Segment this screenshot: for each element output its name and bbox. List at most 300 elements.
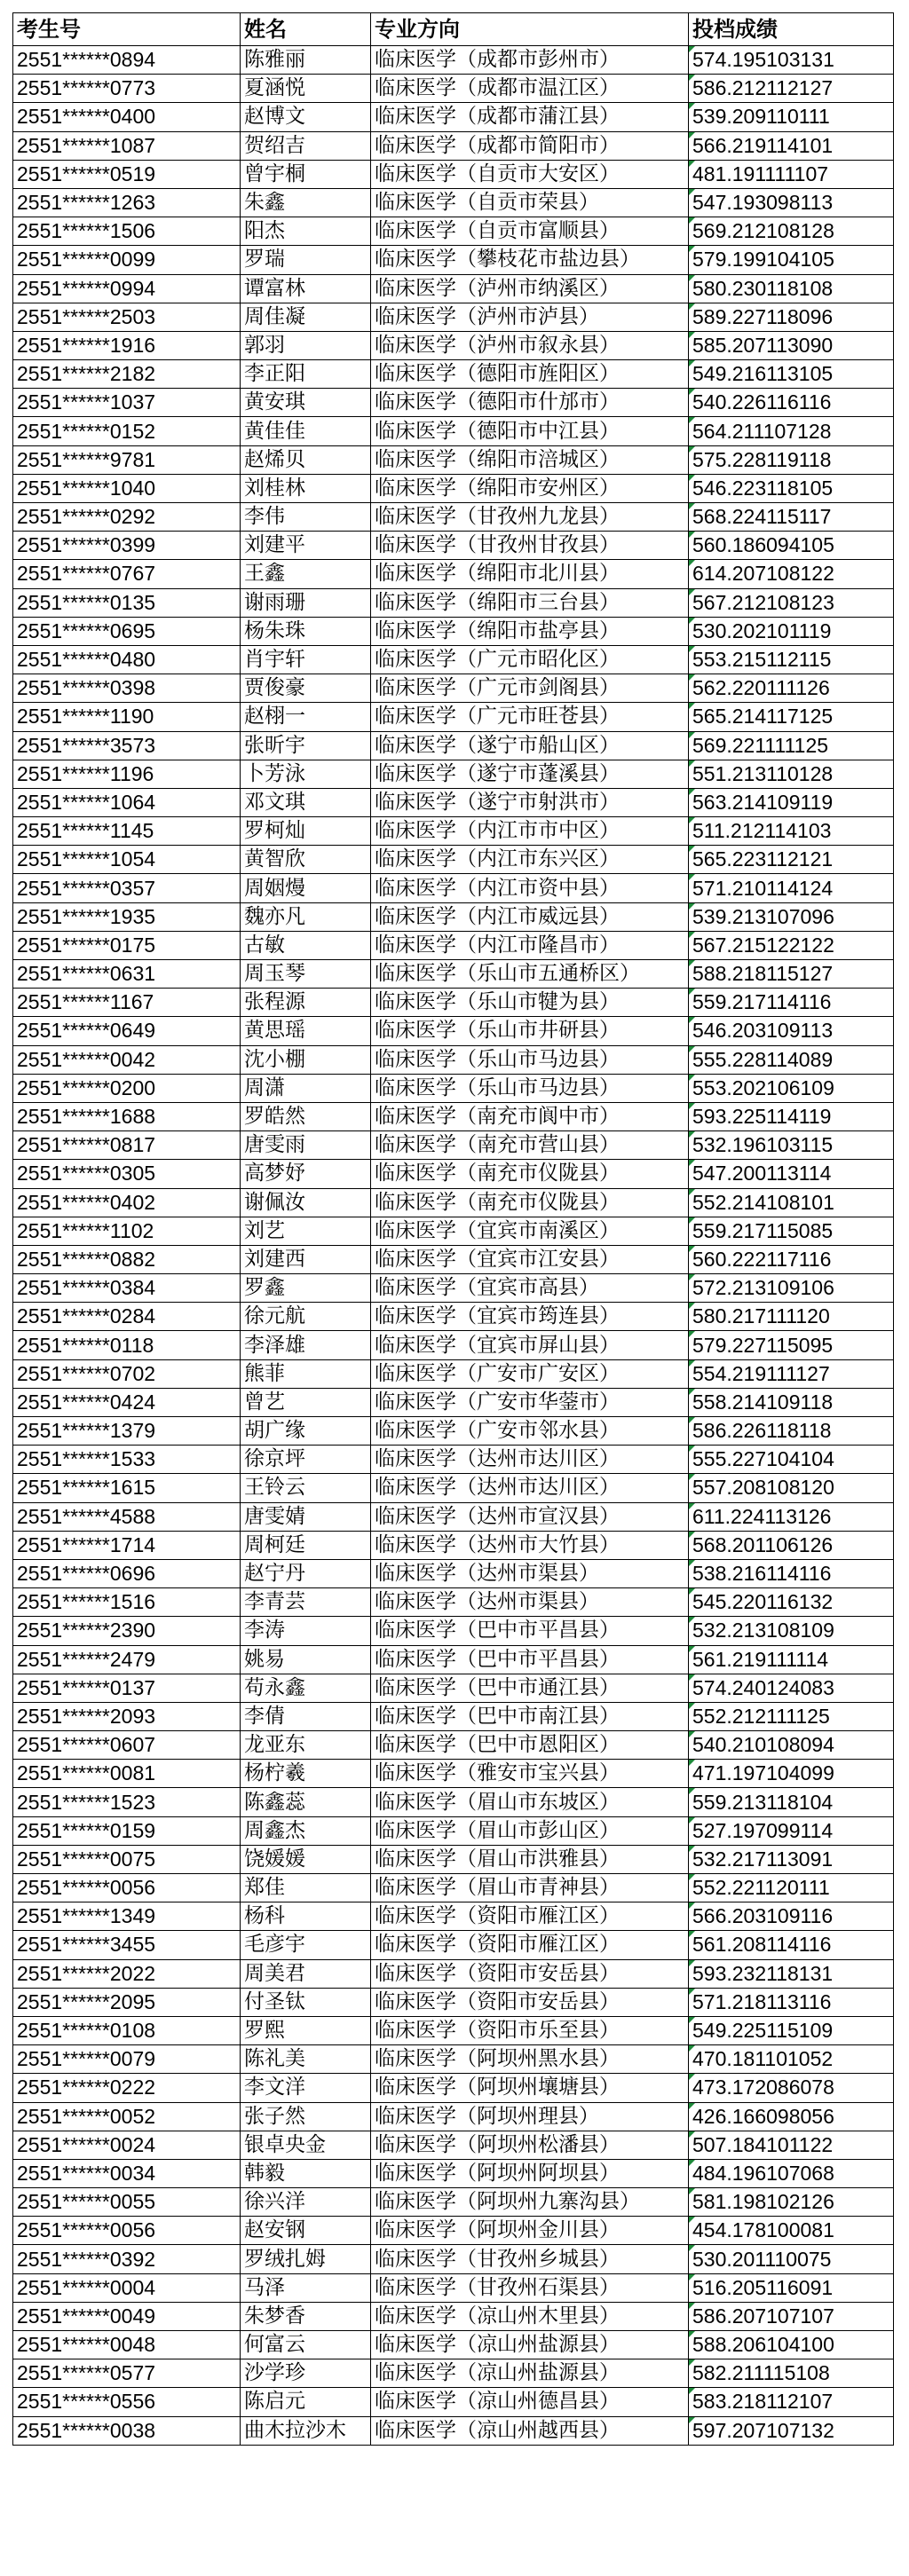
cell-student-id: 2551******0519 <box>13 160 241 188</box>
cell-name: 唐雯婧 <box>241 1502 371 1531</box>
cell-student-id: 2551******1506 <box>13 217 241 246</box>
cell-score: 588.206104100 <box>689 2331 894 2359</box>
cell-major: 临床医学（成都市简阳市） <box>371 131 689 160</box>
cell-major: 临床医学（绵阳市北川县） <box>371 560 689 588</box>
cell-student-id: 2551******2093 <box>13 1702 241 1730</box>
cell-score: 580.217111120 <box>689 1303 894 1331</box>
table-row <box>13 360 894 389</box>
table-row <box>13 1245 894 1273</box>
cell-major: 临床医学（德阳市中江县） <box>371 417 689 445</box>
table-row <box>13 588 894 617</box>
table-row <box>13 389 894 417</box>
cell-student-id: 2551******9781 <box>13 445 241 474</box>
admission-score-table <box>12 12 894 2446</box>
table-row <box>13 560 894 588</box>
cell-student-id: 2551******1040 <box>13 474 241 502</box>
table-row <box>13 703 894 731</box>
table-row <box>13 760 894 788</box>
cell-major: 临床医学（达州市渠县） <box>371 1559 689 1587</box>
cell-score: 562.220111126 <box>689 674 894 703</box>
cell-name: 沙学珍 <box>241 2359 371 2388</box>
cell-student-id: 2551******0135 <box>13 588 241 617</box>
cell-score: 530.202101119 <box>689 617 894 645</box>
cell-student-id: 2551******0056 <box>13 2217 241 2245</box>
table-row <box>13 1760 894 1788</box>
cell-student-id: 2551******0081 <box>13 1760 241 1788</box>
table-row <box>13 75 894 103</box>
cell-name: 韩毅 <box>241 2159 371 2187</box>
cell-score: 540.210108094 <box>689 1731 894 1760</box>
cell-score: 561.219111114 <box>689 1645 894 1674</box>
cell-name: 李正阳 <box>241 360 371 389</box>
table-row <box>13 1931 894 1959</box>
cell-name: 徐京坪 <box>241 1446 371 1474</box>
cell-major: 临床医学（自贡市富顺县） <box>371 217 689 246</box>
table-row <box>13 1502 894 1531</box>
cell-score: 507.184101122 <box>689 2131 894 2159</box>
cell-student-id: 2551******1516 <box>13 1588 241 1617</box>
cell-score: 574.240124083 <box>689 1674 894 1702</box>
cell-name: 谭富林 <box>241 274 371 303</box>
cell-score: 532.196103115 <box>689 1131 894 1160</box>
cell-student-id: 2551******2022 <box>13 1959 241 1988</box>
cell-name: 赵博文 <box>241 103 371 131</box>
cell-name: 古敏 <box>241 931 371 959</box>
cell-score: 566.219114101 <box>689 131 894 160</box>
table-row <box>13 2102 894 2131</box>
table-row <box>13 846 894 874</box>
cell-major: 临床医学（绵阳市涪城区） <box>371 445 689 474</box>
cell-major: 临床医学（攀枝花市盐边县） <box>371 246 689 274</box>
cell-major: 临床医学（凉山州盐源县） <box>371 2331 689 2359</box>
cell-name: 毛彦宇 <box>241 1931 371 1959</box>
cell-student-id: 2551******0056 <box>13 1874 241 1902</box>
table-row <box>13 1788 894 1816</box>
cell-major: 临床医学（阿坝州黑水县） <box>371 2045 689 2074</box>
cell-major: 临床医学（凉山州越西县） <box>371 2416 689 2445</box>
cell-name: 周柯廷 <box>241 1531 371 1559</box>
table-row <box>13 103 894 131</box>
cell-score: 588.218115127 <box>689 960 894 989</box>
table-row <box>13 1274 894 1303</box>
cell-major: 临床医学（自贡市荣县） <box>371 188 689 217</box>
cell-name: 张程源 <box>241 989 371 1017</box>
table-row <box>13 931 894 959</box>
table-row <box>13 2388 894 2416</box>
cell-score: 586.212112127 <box>689 75 894 103</box>
cell-student-id: 2551******0817 <box>13 1131 241 1160</box>
cell-name: 贾俊豪 <box>241 674 371 703</box>
table-row <box>13 1874 894 1902</box>
cell-student-id: 2551******0773 <box>13 75 241 103</box>
cell-score: 572.213109106 <box>689 1274 894 1303</box>
table-row <box>13 1531 894 1559</box>
cell-major: 临床医学（绵阳市盐亭县） <box>371 617 689 645</box>
cell-major: 临床医学（巴中市通江县） <box>371 1674 689 1702</box>
table-row <box>13 246 894 274</box>
table-row <box>13 1959 894 1988</box>
cell-major: 临床医学（达州市达川区） <box>371 1474 689 1502</box>
cell-score: 484.196107068 <box>689 2159 894 2187</box>
cell-major: 临床医学（自贡市大安区） <box>371 160 689 188</box>
cell-name: 郭羽 <box>241 331 371 359</box>
cell-score: 571.218113116 <box>689 1988 894 2016</box>
cell-score: 530.201110075 <box>689 2245 894 2273</box>
cell-score: 552.221120111 <box>689 1874 894 1902</box>
table-row <box>13 817 894 846</box>
cell-student-id: 2551******0200 <box>13 1074 241 1102</box>
cell-major: 临床医学（乐山市马边县） <box>371 1074 689 1102</box>
cell-score: 561.208114116 <box>689 1931 894 1959</box>
cell-major: 临床医学（达州市宣汉县） <box>371 1502 689 1531</box>
cell-score: 565.223112121 <box>689 846 894 874</box>
cell-student-id: 2551******0577 <box>13 2359 241 2388</box>
cell-major: 临床医学（广安市邻水县） <box>371 1417 689 1446</box>
table-row <box>13 331 894 359</box>
cell-name: 付圣钛 <box>241 1988 371 2016</box>
table-row <box>13 474 894 502</box>
cell-major: 临床医学（眉山市彭山区） <box>371 1816 689 1845</box>
cell-major: 临床医学（阿坝州九寨沟县） <box>371 2188 689 2217</box>
cell-student-id: 2551******0767 <box>13 560 241 588</box>
table-row <box>13 1417 894 1446</box>
cell-score: 555.228114089 <box>689 1045 894 1074</box>
header-row <box>13 13 894 46</box>
cell-major: 临床医学（宜宾市屏山县） <box>371 1331 689 1359</box>
cell-name: 马泽 <box>241 2273 371 2302</box>
cell-score: 552.212111125 <box>689 1702 894 1730</box>
cell-major: 临床医学（宜宾市江安县） <box>371 1245 689 1273</box>
cell-name: 胡广缘 <box>241 1417 371 1446</box>
table-row <box>13 1474 894 1502</box>
cell-student-id: 2551******0649 <box>13 1017 241 1045</box>
cell-major: 临床医学（巴中市平昌县） <box>371 1617 689 1645</box>
cell-student-id: 2551******1102 <box>13 1217 241 1245</box>
cell-score: 471.197104099 <box>689 1760 894 1788</box>
cell-score: 579.199104105 <box>689 246 894 274</box>
table-row <box>13 2217 894 2245</box>
table-row <box>13 2188 894 2217</box>
cell-score: 553.215112115 <box>689 645 894 674</box>
cell-score: 558.214109118 <box>689 1388 894 1416</box>
cell-score: 589.227118096 <box>689 303 894 331</box>
cell-major: 临床医学（资阳市安岳县） <box>371 1959 689 1988</box>
cell-major: 临床医学（眉山市洪雅县） <box>371 1845 689 1873</box>
cell-student-id: 2551******1615 <box>13 1474 241 1502</box>
cell-student-id: 2551******1379 <box>13 1417 241 1446</box>
table-row <box>13 1731 894 1760</box>
table-row <box>13 2331 894 2359</box>
cell-student-id: 2551******1145 <box>13 817 241 846</box>
cell-score: 516.205116091 <box>689 2273 894 2302</box>
cell-name: 龙亚东 <box>241 1731 371 1760</box>
cell-major: 临床医学（阿坝州松潘县） <box>371 2131 689 2159</box>
cell-major: 临床医学（遂宁市蓬溪县） <box>371 760 689 788</box>
cell-score: 571.210114124 <box>689 874 894 902</box>
cell-name: 李伟 <box>241 503 371 532</box>
cell-student-id: 2551******0034 <box>13 2159 241 2187</box>
table-row <box>13 46 894 75</box>
cell-student-id: 2551******0631 <box>13 960 241 989</box>
cell-major: 临床医学（达州市大竹县） <box>371 1531 689 1559</box>
cell-major: 临床医学（南充市仪陇县） <box>371 1188 689 1217</box>
table-row <box>13 1988 894 2016</box>
cell-student-id: 2551******3573 <box>13 731 241 760</box>
cell-major: 临床医学（乐山市五通桥区） <box>371 960 689 989</box>
cell-name: 黄安琪 <box>241 389 371 417</box>
cell-student-id: 2551******1523 <box>13 1788 241 1816</box>
cell-score: 580.230118108 <box>689 274 894 303</box>
table-row <box>13 2016 894 2044</box>
table-row <box>13 2273 894 2302</box>
cell-name: 周玉琴 <box>241 960 371 989</box>
table-row <box>13 2245 894 2273</box>
cell-student-id: 2551******1916 <box>13 331 241 359</box>
cell-major: 临床医学（德阳市什邡市） <box>371 389 689 417</box>
cell-major: 临床医学（内江市隆昌市） <box>371 931 689 959</box>
cell-score: 554.219111127 <box>689 1359 894 1388</box>
cell-score: 597.207107132 <box>689 2416 894 2445</box>
cell-major: 临床医学（绵阳市三台县） <box>371 588 689 617</box>
cell-student-id: 2551******1087 <box>13 131 241 160</box>
cell-score: 511.212114103 <box>689 817 894 846</box>
cell-name: 罗柯灿 <box>241 817 371 846</box>
cell-score: 586.226118118 <box>689 1417 894 1446</box>
cell-name: 赵安钢 <box>241 2217 371 2245</box>
cell-student-id: 2551******0152 <box>13 417 241 445</box>
table-row <box>13 532 894 560</box>
cell-student-id: 2551******4588 <box>13 1502 241 1531</box>
cell-student-id: 2551******2182 <box>13 360 241 389</box>
cell-name: 李泽雄 <box>241 1331 371 1359</box>
cell-student-id: 2551******1196 <box>13 760 241 788</box>
cell-student-id: 2551******0079 <box>13 2045 241 2074</box>
cell-name: 罗熙 <box>241 2016 371 2044</box>
cell-student-id: 2551******1533 <box>13 1446 241 1474</box>
cell-student-id: 2551******0894 <box>13 46 241 75</box>
cell-major: 临床医学（凉山州木里县） <box>371 2302 689 2330</box>
cell-major: 临床医学（南充市营山县） <box>371 1131 689 1160</box>
header-student-id: 考生号 <box>13 13 241 46</box>
cell-major: 临床医学（达州市达川区） <box>371 1446 689 1474</box>
cell-score: 565.214117125 <box>689 703 894 731</box>
cell-score: 614.207108122 <box>689 560 894 588</box>
cell-score: 552.214108101 <box>689 1188 894 1217</box>
cell-score: 473.172086078 <box>689 2074 894 2102</box>
cell-major: 临床医学（凉山州德昌县） <box>371 2388 689 2416</box>
cell-major: 临床医学（乐山市井研县） <box>371 1017 689 1045</box>
cell-major: 临床医学（甘孜州石渠县） <box>371 2273 689 2302</box>
cell-student-id: 2551******0159 <box>13 1816 241 1845</box>
cell-student-id: 2551******1935 <box>13 902 241 931</box>
table-row <box>13 1188 894 1217</box>
cell-major: 临床医学（广元市旺苍县） <box>371 703 689 731</box>
cell-score: 593.225114119 <box>689 1102 894 1130</box>
table-row <box>13 1845 894 1873</box>
cell-name: 曾艺 <box>241 1388 371 1416</box>
table-row <box>13 1588 894 1617</box>
cell-name: 陈鑫蕊 <box>241 1788 371 1816</box>
cell-student-id: 2551******1037 <box>13 389 241 417</box>
cell-name: 罗瑞 <box>241 246 371 274</box>
cell-name: 王鑫 <box>241 560 371 588</box>
cell-name: 周潇 <box>241 1074 371 1102</box>
cell-major: 临床医学（眉山市东坡区） <box>371 1788 689 1816</box>
table-row <box>13 160 894 188</box>
cell-name: 黄智欣 <box>241 846 371 874</box>
cell-score: 574.195103131 <box>689 46 894 75</box>
table-row <box>13 902 894 931</box>
cell-student-id: 2551******0384 <box>13 1274 241 1303</box>
header-name: 姓名 <box>241 13 371 46</box>
cell-score: 553.202106109 <box>689 1074 894 1102</box>
cell-score: 566.203109116 <box>689 1902 894 1931</box>
cell-name: 夏涵悦 <box>241 75 371 103</box>
table-row <box>13 1160 894 1188</box>
cell-name: 肖宇轩 <box>241 645 371 674</box>
cell-major: 临床医学（成都市蒲江县） <box>371 103 689 131</box>
cell-student-id: 2551******0480 <box>13 645 241 674</box>
cell-student-id: 2551******0038 <box>13 2416 241 2445</box>
cell-score: 560.222117116 <box>689 1245 894 1273</box>
table-row <box>13 1017 894 1045</box>
cell-student-id: 2551******0055 <box>13 2188 241 2217</box>
cell-student-id: 2551******0042 <box>13 1045 241 1074</box>
cell-name: 陈启元 <box>241 2388 371 2416</box>
cell-name: 刘建西 <box>241 1245 371 1273</box>
cell-name: 张子然 <box>241 2102 371 2131</box>
cell-major: 临床医学（资阳市雁江区） <box>371 1902 689 1931</box>
cell-score: 532.217113091 <box>689 1845 894 1873</box>
cell-major: 临床医学（甘孜州九龙县） <box>371 503 689 532</box>
cell-name: 唐雯雨 <box>241 1131 371 1160</box>
table-row <box>13 674 894 703</box>
cell-score: 567.215122122 <box>689 931 894 959</box>
table-row <box>13 303 894 331</box>
cell-major: 临床医学（泸州市叙永县） <box>371 331 689 359</box>
table-row <box>13 188 894 217</box>
cell-name: 姚易 <box>241 1645 371 1674</box>
cell-student-id: 2551******0702 <box>13 1359 241 1388</box>
cell-student-id: 2551******1688 <box>13 1102 241 1130</box>
table-row <box>13 1359 894 1388</box>
cell-score: 569.212108128 <box>689 217 894 246</box>
cell-score: 546.203109113 <box>689 1017 894 1045</box>
cell-major: 临床医学（内江市资中县） <box>371 874 689 902</box>
cell-student-id: 2551******0049 <box>13 2302 241 2330</box>
header-score: 投档成绩 <box>689 13 894 46</box>
cell-score: 611.224113126 <box>689 1502 894 1531</box>
cell-student-id: 2551******0118 <box>13 1331 241 1359</box>
cell-student-id: 2551******0292 <box>13 503 241 532</box>
cell-name: 魏亦凡 <box>241 902 371 931</box>
cell-score: 585.207113090 <box>689 331 894 359</box>
cell-score: 539.213107096 <box>689 902 894 931</box>
table-row <box>13 1446 894 1474</box>
cell-score: 545.220116132 <box>689 1588 894 1617</box>
cell-name: 黄思瑶 <box>241 1017 371 1045</box>
cell-score: 568.224115117 <box>689 503 894 532</box>
cell-student-id: 2551******0994 <box>13 274 241 303</box>
cell-major: 临床医学（广安市华蓥市） <box>371 1388 689 1416</box>
cell-major: 临床医学（泸州市泸县） <box>371 303 689 331</box>
cell-score: 560.186094105 <box>689 532 894 560</box>
cell-name: 谢雨珊 <box>241 588 371 617</box>
cell-score: 470.181101052 <box>689 2045 894 2074</box>
cell-name: 阳杰 <box>241 217 371 246</box>
cell-name: 张昕宇 <box>241 731 371 760</box>
cell-major: 临床医学（眉山市青神县） <box>371 1874 689 1902</box>
cell-major: 临床医学（南充市阆中市） <box>371 1102 689 1130</box>
cell-student-id: 2551******0075 <box>13 1845 241 1873</box>
cell-student-id: 2551******0024 <box>13 2131 241 2159</box>
table-row <box>13 217 894 246</box>
cell-student-id: 2551******0175 <box>13 931 241 959</box>
cell-score: 559.217114116 <box>689 989 894 1017</box>
table-row <box>13 874 894 902</box>
cell-major: 临床医学（凉山州盐源县） <box>371 2359 689 2388</box>
cell-name: 陈礼美 <box>241 2045 371 2074</box>
cell-name: 李文洋 <box>241 2074 371 2102</box>
cell-score: 540.226116116 <box>689 389 894 417</box>
cell-student-id: 2551******0357 <box>13 874 241 902</box>
cell-major: 临床医学（遂宁市船山区） <box>371 731 689 760</box>
cell-major: 临床医学（宜宾市筠连县） <box>371 1303 689 1331</box>
cell-student-id: 2551******1263 <box>13 188 241 217</box>
cell-name: 徐兴洋 <box>241 2188 371 2217</box>
cell-name: 刘艺 <box>241 1217 371 1245</box>
cell-major: 临床医学（阿坝州理县） <box>371 2102 689 2131</box>
cell-student-id: 2551******1190 <box>13 703 241 731</box>
cell-score: 538.216114116 <box>689 1559 894 1587</box>
cell-name: 刘桂林 <box>241 474 371 502</box>
table-row <box>13 617 894 645</box>
cell-major: 临床医学（成都市彭州市） <box>371 46 689 75</box>
cell-name: 罗鑫 <box>241 1274 371 1303</box>
cell-score: 549.216113105 <box>689 360 894 389</box>
cell-score: 539.209110111 <box>689 103 894 131</box>
table-row <box>13 274 894 303</box>
cell-major: 临床医学（阿坝州金川县） <box>371 2217 689 2245</box>
cell-major: 临床医学（资阳市雁江区） <box>371 1931 689 1959</box>
table-row <box>13 2159 894 2187</box>
cell-score: 559.217115085 <box>689 1217 894 1245</box>
cell-student-id: 2551******0424 <box>13 1388 241 1416</box>
cell-name: 熊菲 <box>241 1359 371 1388</box>
cell-major: 临床医学（巴中市恩阳区） <box>371 1731 689 1760</box>
table-row <box>13 1816 894 1845</box>
table-row <box>13 417 894 445</box>
cell-student-id: 2551******2390 <box>13 1617 241 1645</box>
cell-name: 李青芸 <box>241 1588 371 1617</box>
table-row <box>13 1617 894 1645</box>
cell-major: 临床医学（乐山市犍为县） <box>371 989 689 1017</box>
table-row <box>13 788 894 816</box>
cell-student-id: 2551******0108 <box>13 2016 241 2044</box>
table-row <box>13 2131 894 2159</box>
cell-student-id: 2551******1349 <box>13 1902 241 1931</box>
cell-name: 曾宇桐 <box>241 160 371 188</box>
cell-score: 583.218112107 <box>689 2388 894 2416</box>
cell-student-id: 2551******2479 <box>13 1645 241 1674</box>
cell-score: 568.201106126 <box>689 1531 894 1559</box>
cell-student-id: 2551******1054 <box>13 846 241 874</box>
cell-name: 饶媛媛 <box>241 1845 371 1873</box>
cell-name: 朱梦香 <box>241 2302 371 2330</box>
cell-major: 临床医学（达州市渠县） <box>371 1588 689 1617</box>
cell-student-id: 2551******0052 <box>13 2102 241 2131</box>
table-row <box>13 1131 894 1160</box>
